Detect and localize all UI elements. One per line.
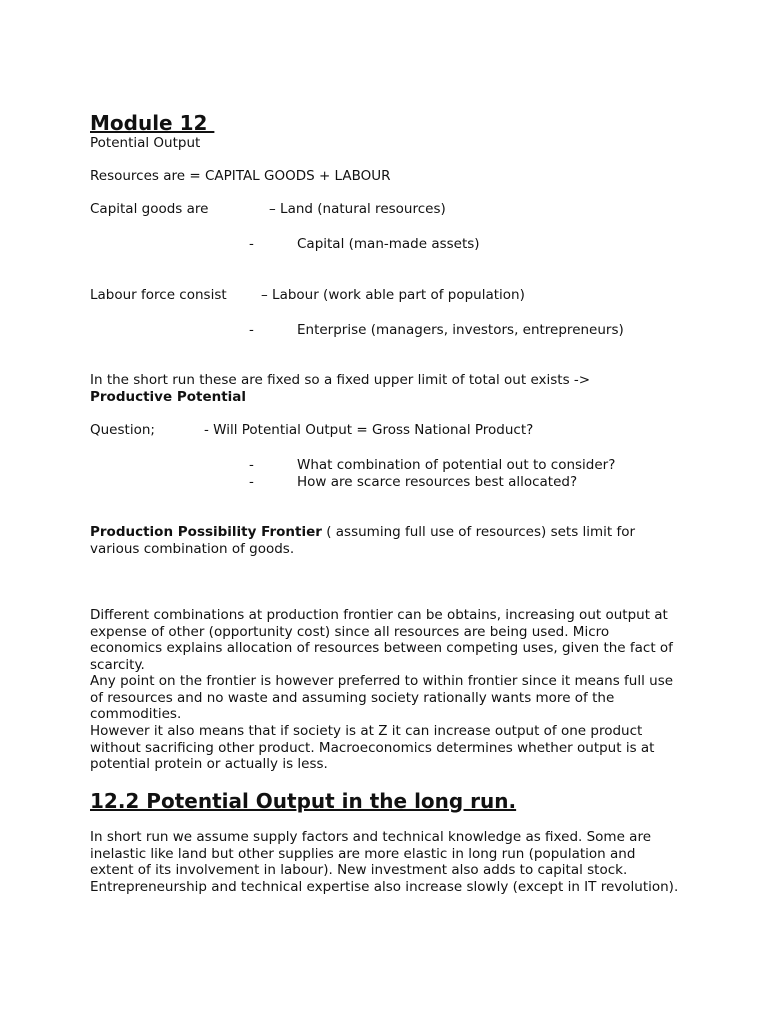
- paragraph-frontier-preferred: Any point on the frontier is however preferred to within frontier since it means full use of resources and no waste and assuming society rationally wants more of the commodities.: [90, 673, 674, 722]
- productive-potential: Productive Potential: [90, 389, 247, 405]
- labour-force-label: Labour force consist: [90, 287, 227, 303]
- paragraph-long-run: In short run we assume supply factors and technical knowledge as fixed. Some are inelastic like land but other supplies are more elastic in long run (population and extent of its involvement in labour). New investment also adds to capital stock. Entrepreneurship and technical expertise also increase slowly (except in IT revolution).: [90, 829, 679, 895]
- short-run-text: In the short run these are fixed so a fixed upper limit of total out exists ->: [90, 372, 591, 388]
- capital-goods-label: Capital goods are: [90, 201, 209, 217]
- ppf-paragraph: [90, 524, 670, 557]
- question-label: Question;: [90, 422, 155, 438]
- paragraph-combinations: Different combinations at production frontier can be obtains, increasing out output at expense of other (opportunity cost) since all resources are being used. Micro economics explains allocation of resources between competing uses, given the fact of scarcity.: [90, 607, 673, 673]
- question-item-gnp: - Will Potential Output = Gross National Product?: [204, 422, 534, 438]
- section-heading-12-2: 12.2 Potential Output in the long run.: [90, 789, 517, 813]
- subtitle: Potential Output: [90, 135, 201, 151]
- ppf-term: Production Possibility Frontier: [90, 524, 322, 540]
- capital-goods-item-land: – Land (natural resources): [269, 201, 446, 217]
- labour-force-item-labour: – Labour (work able part of population): [261, 287, 525, 303]
- question-dash-1: -: [249, 457, 254, 473]
- labour-force-dash: -: [249, 322, 254, 338]
- question-dash-2: -: [249, 474, 254, 490]
- capital-goods-item-capital: Capital (man-made assets): [297, 236, 480, 252]
- ppf-text: ( assuming full use of resources) sets limit for various combination of goods.: [90, 524, 636, 557]
- labour-force-item-enterprise: Enterprise (managers, investors, entrepreneurs): [297, 322, 624, 338]
- question-item-combination: What combination of potential out to consider?: [297, 457, 616, 473]
- question-item-allocation: How are scarce resources best allocated?: [297, 474, 578, 490]
- module-title: Module 12: [90, 111, 215, 135]
- paragraph-macroeconomics: However it also means that if society is at Z it can increase output of one product without sacrificing other product. Macroeconomics determines whether output is at potential protein or actually is less.: [90, 723, 655, 772]
- resources-line: Resources are = CAPITAL GOODS + LABOUR: [90, 168, 391, 184]
- capital-goods-dash: -: [249, 236, 254, 252]
